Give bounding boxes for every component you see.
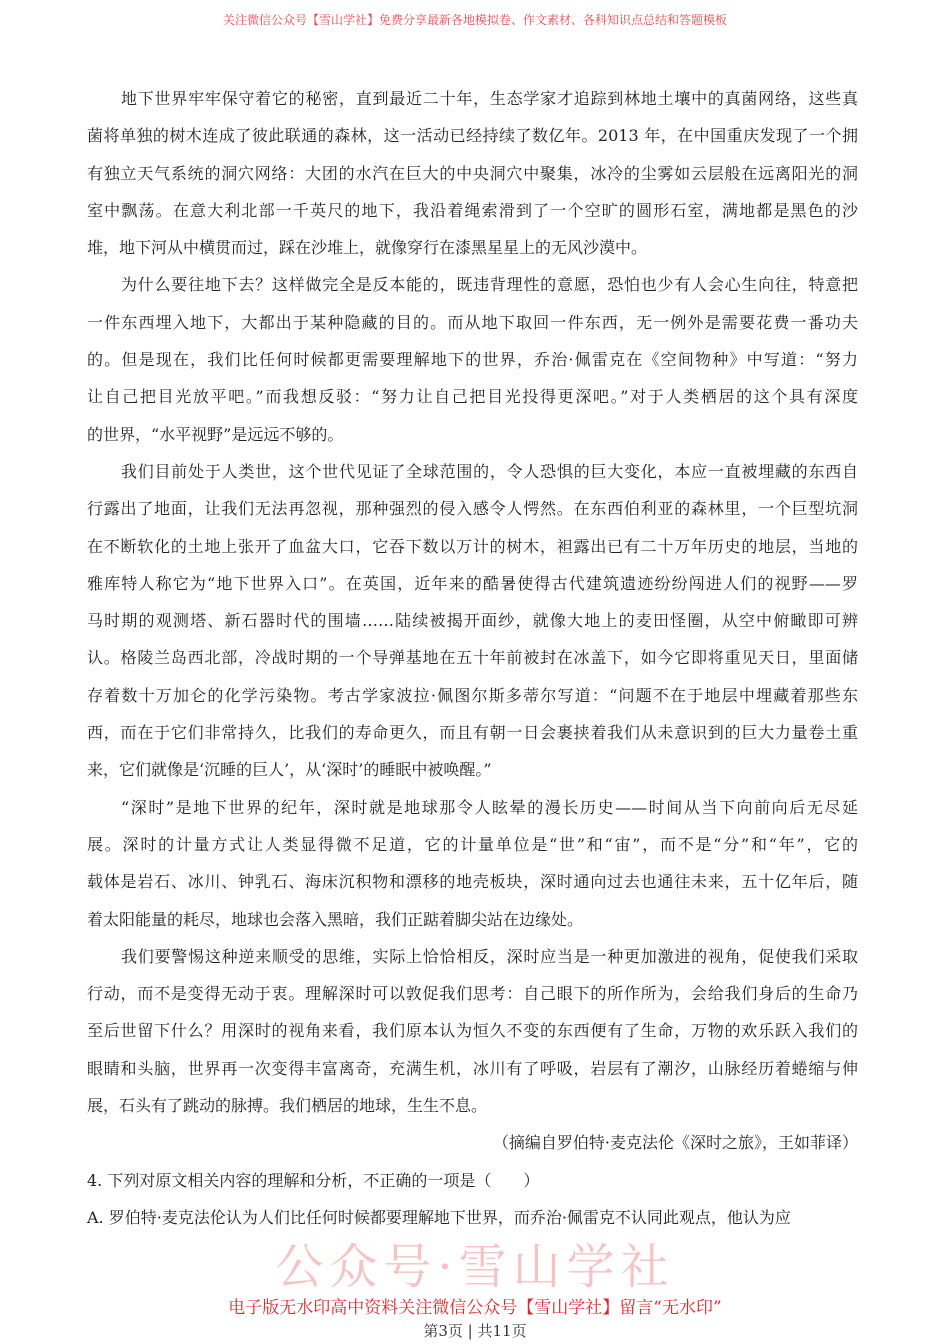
paragraph-line: 室中飘荡。在意大利北部一千英尺的地下，我沿着绳索滑到了一个空旷的圆形石室，满地都是黑色的沙 [87, 200, 858, 220]
paragraph-line: 的。但是现在，我们比任何时候都更需要理解地下的世界，乔治·佩雷克在《空间物种》中写道：“努力 [87, 350, 858, 370]
paragraph-line: 让自己把目光放平吧。”而我想反驳：“努力让自己把目光投得更深吧。”对于人类栖居的这个具有深度 [87, 387, 858, 407]
paragraph-line: 我们要警惕这种逆来顺受的思维，实际上恰恰相反，深时应当是一种更加激进的视角，促使我们采取 [121, 946, 858, 966]
question-4: 4. 下列对原文相关内容的理解和分析，不正确的一项是（ ） [87, 1170, 540, 1190]
paragraph-line: 地下世界牢牢保守着它的秘密，直到最近二十年，生态学家才追踪到林地土壤中的真菌网络，这些真 [121, 89, 858, 108]
watermark: 公众号·雪山学社 [275, 1239, 675, 1295]
paragraph-line: 一件东西埋入地下，大都出于某种隐藏的目的。而从地下取回一件东西，无一例外是需要花费一番功夫 [87, 312, 858, 332]
paragraph-line: 为什么要往地下去？这样做完全是反本能的，既违背理性的意愿，恐怕也少有人会心生向往，特意把 [121, 275, 858, 295]
paragraph-line: 堆，地下河从中横贯而过，踩在沙堆上，就像穿行在漆黑星星上的无风沙漠中。 [87, 238, 648, 258]
paragraph-line: 来，它们就像是‘沉睡的巨人’，从‘深时’的睡眠中被唤醒。” [87, 760, 492, 780]
paragraph-line: 载体是岩石、冰川、钟乳石、海床沉积物和漂移的地壳板块，深时通向过去也通往未来，五十亿年后，随 [87, 872, 858, 892]
paragraph [87, 789, 858, 938]
paragraph-line: 的世界，“水平视野”是远远不够的。 [87, 424, 344, 444]
header-notice: 关注微信公众号【雪山学社】免费分享最新各地模拟卷、作文素材、各科知识点总结和答题模板 [222, 13, 727, 27]
footer-notice: 电子版无水印高中资料关注微信公众号【雪山学社】留言“无水印” [228, 1298, 722, 1318]
paragraph-line: 至后世留下什么？用深时的视角来看，我们原本认为恒久不变的东西便有了生命，万物的欢乐跃入我们的 [87, 1021, 858, 1041]
paragraph-line: 存着数十万加仑的化学污染物。考古学家波拉·佩图尔斯多蒂尔写道：“问题不在于地层中埋藏着那些东 [87, 685, 858, 705]
paragraph-line: 在不断软化的土地上张开了血盆大口，它吞下数以万计的树木，袒露出已有二十万年历史的地层，当地的 [87, 536, 858, 556]
paragraph [87, 938, 858, 1124]
paragraph-line: 展，石头有了跳动的脉搏。我们栖居的地球，生生不息。 [87, 1096, 488, 1116]
source-citation: （摘编自罗伯特·麦克法伦《深时之旅》，王如菲译） [492, 1133, 858, 1153]
paragraph-line: 行动，而不是变得无动于衷。理解深时可以敦促我们思考：自己眼下的所作所为，会给我们身后的生命乃 [87, 984, 858, 1004]
paragraph-line: 我们目前处于人类世，这个世代见证了全球范围的，令人恐惧的巨大变化，本应一直被埋藏的东西自 [121, 461, 858, 481]
article-body [87, 80, 858, 1236]
paragraph-line: 行露出了地面，让我们无法再忽视，那种强烈的侵入感令人愕然。在东西伯利亚的森林里，一个巨型坑洞 [87, 499, 858, 519]
paragraph-line: 菌将单独的树木连成了彼此联通的森林，这一活动已经持续了数亿年。2013 年，在中国重庆发现了一个拥 [87, 126, 858, 146]
paragraph-line: 有独立天气系统的洞穴网络：大团的水汽在巨大的中央洞穴中聚集，冰冷的尘雾如云层般在远离阳光的洞 [87, 163, 858, 183]
paragraph-line: 眼睛和头脑，世界再一次变得丰富离奇，充满生机，冰川有了呼吸，岩层有了潮汐，山脉经历着蜷缩与伸 [87, 1058, 858, 1078]
paragraph-line: 西，而在于它们非常持久，比我们的寿命更久，而且有朝一日会裹挟着我们从未意识到的巨大力量卷土重 [87, 723, 858, 743]
paragraph-line: 展。深时的计量方式让人类显得微不足道，它的计量单位是“世”和“宙”，而不是“分”和“年”，它的 [87, 834, 858, 854]
option-a: A. 罗伯特·麦克法伦认为人们比任何时候都要理解地下世界，而乔治·佩雷克不认同此观点，他认为应 [87, 1207, 791, 1227]
paragraph [87, 80, 858, 266]
paragraph-line: 雅库特人称它为“地下世界入口”。在英国，近年来的酷暑使得古代建筑遗迹纷纷闯进人们的视野——罗 [87, 573, 858, 593]
page-number: 第3页 | 共11页 [423, 1322, 527, 1340]
paragraph-line: 着太阳能量的耗尽，地球也会落入黑暗，我们正踮着脚尖站在边缘处。 [87, 909, 584, 929]
paragraph-line: 认。格陵兰岛西北部，冷战时期的一个导弹基地在五十年前被封在冰盖下，如今它即将重见天日，里面储 [87, 648, 858, 668]
paragraph-line: “深时”是地下世界的纪年，深时就是地球那令人眩晕的漫长历史——时间从当下向前向后无尽延 [121, 797, 858, 817]
paragraph [87, 453, 858, 789]
paragraph-line: 马时期的观测塔、新石器时代的围墙……陆续被揭开面纱，就像大地上的麦田怪圈，从空中俯瞰即可辨 [87, 611, 858, 631]
paragraph [87, 266, 858, 452]
